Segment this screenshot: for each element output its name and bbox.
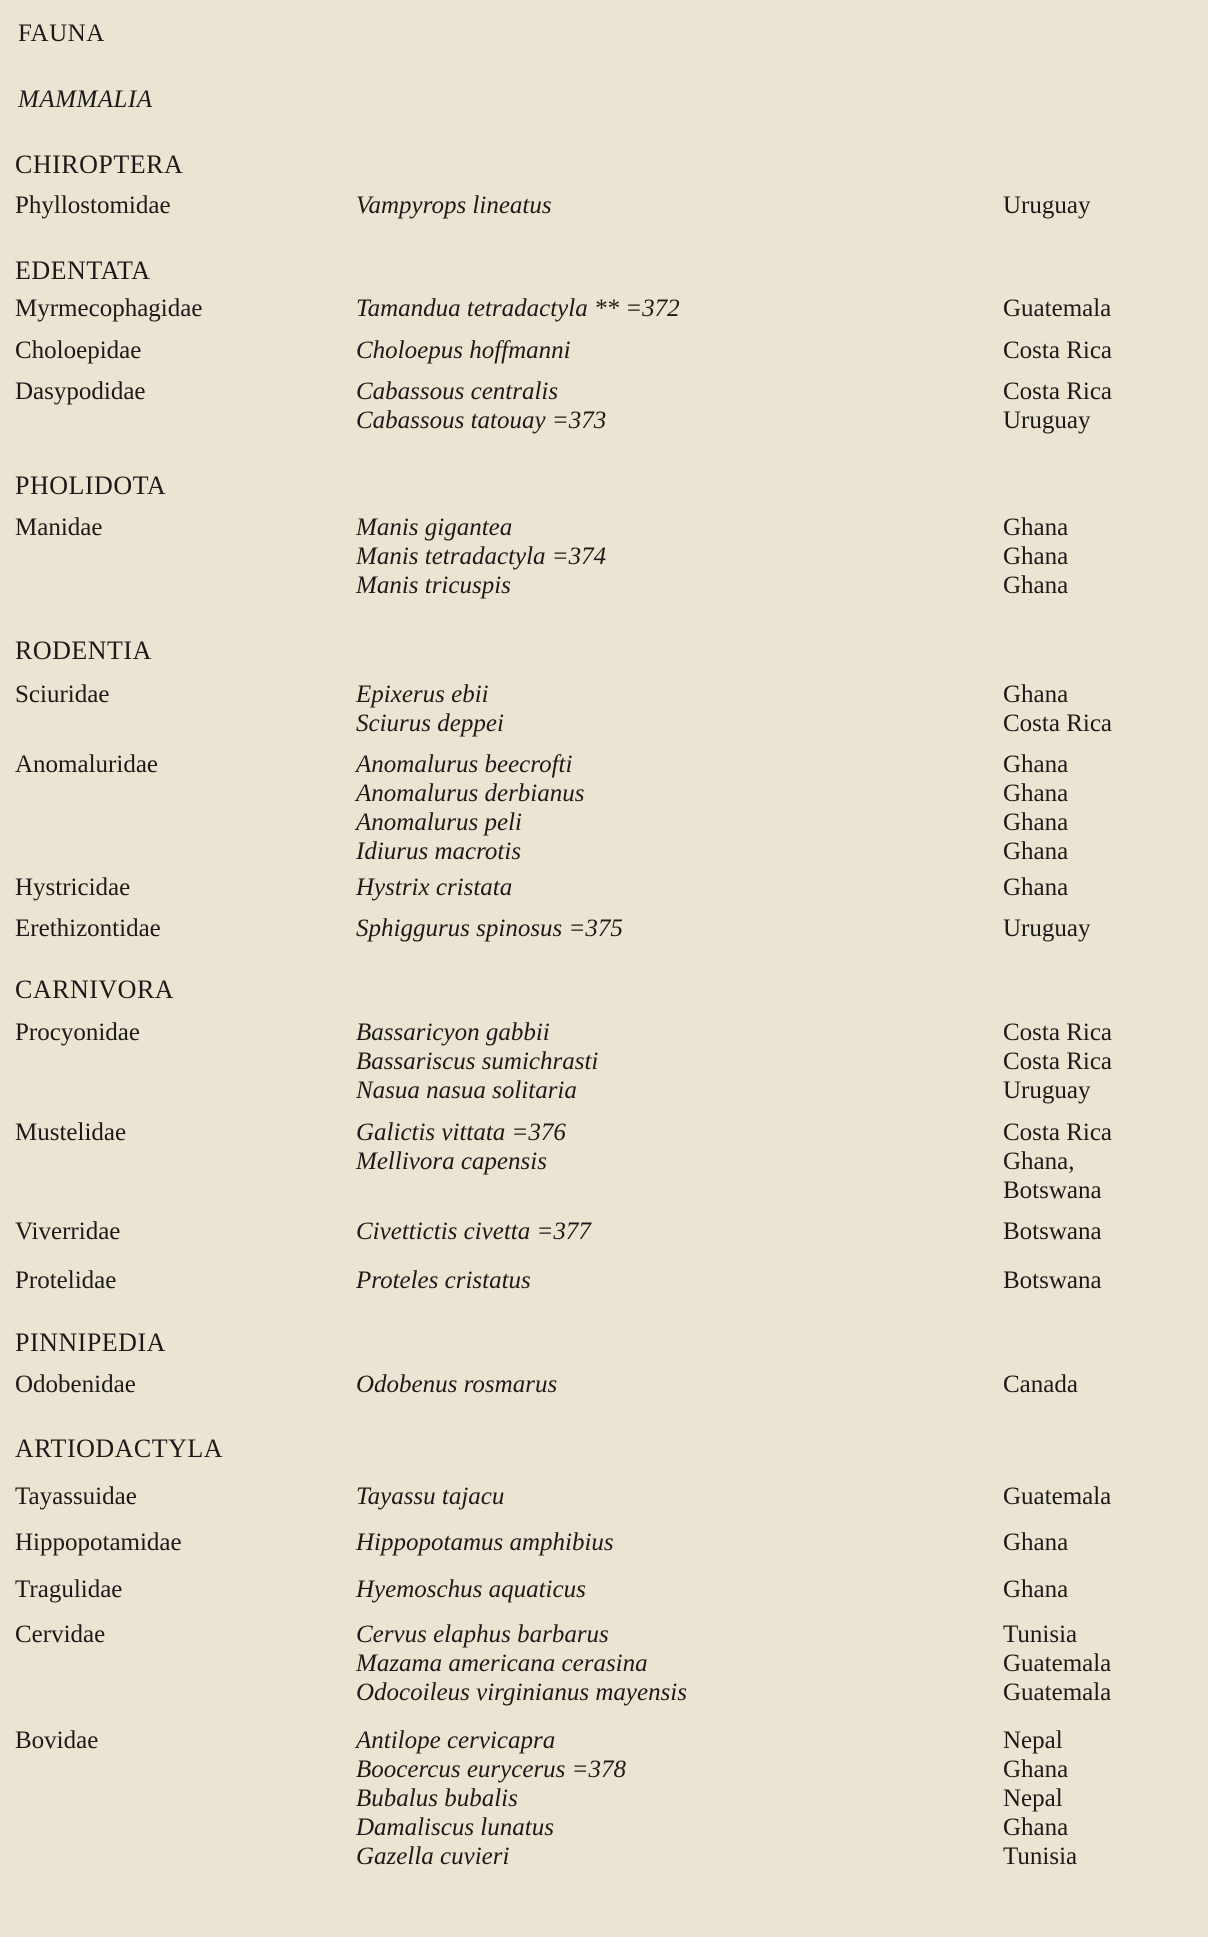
order-heading: PHOLIDOTA (15, 471, 167, 500)
species-name: Mellivora capensis (356, 1148, 547, 1175)
species-name: Bubalus bubalis (356, 1785, 518, 1812)
country-column (1003, 1118, 1112, 1205)
species-column (356, 294, 680, 323)
species-column (356, 1266, 531, 1295)
species-name: Mazama americana cerasina (356, 1650, 648, 1677)
species-column (356, 1018, 598, 1105)
species-name: Bassariscus sumichrasti (356, 1048, 599, 1075)
country-name: Botswana (1003, 1218, 1102, 1245)
species-name: Proteles cristatus (356, 1267, 531, 1294)
species-name: Epixerus ebii (356, 681, 489, 708)
species-name: Bassaricyon gabbii (356, 1019, 550, 1046)
species-column (356, 750, 584, 866)
country-name: Botswana (1003, 1177, 1102, 1204)
species-name: Manis tricuspis (356, 572, 511, 599)
family-name: Odobenidae (15, 1371, 136, 1398)
species-name: Hippopotamus amphibius (356, 1529, 614, 1556)
species-name: Odobenus rosmarus (356, 1371, 558, 1398)
country-column (1003, 377, 1112, 435)
species-name: Odocoileus virginianus mayensis (356, 1679, 687, 1706)
family-name: Cervidae (15, 1621, 106, 1648)
country-name: Ghana (1003, 751, 1069, 778)
country-name: Ghana (1003, 874, 1069, 901)
species-name: Choloepus hoffmanni (356, 337, 571, 364)
order-heading: CARNIVORA (15, 975, 175, 1004)
country-column (1003, 1370, 1078, 1399)
species-name: Damaliscus lunatus (356, 1814, 554, 1841)
species-column (356, 1370, 557, 1399)
species-name: Anomalurus derbianus (356, 780, 585, 807)
species-name: Hyemoschus aquaticus (356, 1576, 586, 1603)
family-name: Tayassuidae (15, 1483, 137, 1510)
species-column (356, 1575, 586, 1604)
species-name: Cabassous tatouay =373 (356, 407, 607, 434)
species-name: Sciurus deppei (356, 710, 504, 737)
country-column (1003, 1482, 1111, 1511)
family-name: Choloepidae (15, 337, 142, 364)
country-name: Ghana (1003, 681, 1069, 708)
country-name: Tunisia (1003, 1621, 1078, 1648)
country-column (1003, 294, 1111, 323)
species-name: Galictis vittata =376 (356, 1119, 566, 1146)
family-name: Anomaluridae (15, 751, 159, 778)
country-name: Guatemala (1003, 1679, 1112, 1706)
species-name: Cabassous centralis (356, 378, 559, 405)
country-name: Nepal (1003, 1727, 1063, 1754)
family-name: Viverridae (15, 1218, 121, 1245)
country-name: Ghana (1003, 809, 1069, 836)
country-name: Botswana (1003, 1267, 1102, 1294)
species-name: Hystrix cristata (356, 874, 513, 901)
country-column (1003, 750, 1068, 866)
country-name: Ghana (1003, 838, 1069, 865)
order-heading: EDENTATA (15, 256, 151, 285)
country-name: Ghana, (1003, 1148, 1075, 1175)
species-name: Antilope cervicapra (356, 1727, 556, 1754)
species-name: Manis gigantea (356, 514, 513, 541)
country-name: Ghana (1003, 572, 1069, 599)
species-name: Boocercus eurycerus =378 (356, 1756, 627, 1783)
species-column (356, 336, 571, 365)
family-name: Mustelidae (15, 1119, 127, 1146)
country-column (1003, 1018, 1112, 1105)
country-name: Costa Rica (1003, 378, 1113, 405)
family-name: Tragulidae (15, 1576, 123, 1603)
family-name: Procyonidae (15, 1019, 140, 1046)
country-name: Uruguay (1003, 1077, 1091, 1104)
country-name: Costa Rica (1003, 1048, 1113, 1075)
country-column (1003, 873, 1068, 902)
country-name: Ghana (1003, 780, 1069, 807)
class-heading: MAMMALIA (18, 86, 153, 113)
species-column (356, 1726, 626, 1871)
country-column (1003, 336, 1112, 365)
order-heading: PINNIPEDIA (15, 1328, 166, 1357)
species-column (356, 377, 606, 435)
family-name: Myrmecophagidae (15, 295, 203, 322)
country-column (1003, 513, 1068, 600)
species-column (356, 1118, 566, 1205)
species-column (356, 914, 623, 943)
country-column (1003, 1217, 1102, 1246)
species-name: Manis tetradactyla =374 (356, 543, 607, 570)
country-name: Costa Rica (1003, 710, 1113, 737)
country-column (1003, 1528, 1068, 1557)
family-name: Manidae (15, 514, 103, 541)
country-column (1003, 1620, 1111, 1707)
species-name: Tamandua tetradactyla ** =372 (356, 295, 680, 322)
country-name: Ghana (1003, 1529, 1069, 1556)
family-name: Hystricidae (15, 874, 131, 901)
country-column (1003, 914, 1090, 943)
family-name: Dasypodidae (15, 378, 146, 405)
species-name: Gazella cuvieri (356, 1843, 510, 1870)
country-name: Nepal (1003, 1785, 1063, 1812)
species-name: Idiurus macrotis (356, 838, 522, 865)
country-name: Costa Rica (1003, 337, 1113, 364)
order-heading: RODENTIA (15, 636, 152, 665)
family-name: Protelidae (15, 1267, 117, 1294)
family-name: Sciuridae (15, 681, 110, 708)
species-column (356, 191, 552, 220)
order-heading: ARTIODACTYLA (15, 1434, 224, 1463)
species-name: Anomalurus peli (356, 809, 522, 836)
species-name: Civettictis civetta =377 (356, 1218, 591, 1245)
country-name: Costa Rica (1003, 1119, 1113, 1146)
species-column (356, 1217, 591, 1246)
species-column (356, 873, 512, 902)
country-column (1003, 1575, 1068, 1604)
species-name: Tayassu tajacu (356, 1483, 505, 1510)
country-column (1003, 1266, 1102, 1295)
species-column (356, 513, 606, 600)
family-name: Bovidae (15, 1727, 99, 1754)
country-name: Ghana (1003, 1576, 1069, 1603)
country-name: Ghana (1003, 1756, 1069, 1783)
country-name: Uruguay (1003, 192, 1091, 219)
country-column (1003, 1726, 1077, 1871)
family-name: Phyllostomidae (15, 192, 171, 219)
species-name: Sphiggurus spinosus =375 (356, 915, 623, 942)
species-column (356, 1482, 504, 1511)
species-column (356, 1528, 614, 1557)
country-name: Guatemala (1003, 1483, 1112, 1510)
country-name: Canada (1003, 1371, 1078, 1398)
country-name: Ghana (1003, 514, 1069, 541)
country-column (1003, 680, 1112, 738)
country-name: Costa Rica (1003, 1019, 1113, 1046)
species-name (356, 1176, 566, 1205)
species-name: Anomalurus beecrofti (356, 751, 573, 778)
family-name: Erethizontidae (15, 915, 161, 942)
country-name: Guatemala (1003, 1650, 1112, 1677)
species-column (356, 1620, 687, 1707)
species-column (356, 680, 504, 738)
species-name: Nasua nasua solitaria (356, 1077, 577, 1104)
country-name: Guatemala (1003, 295, 1112, 322)
section-heading: FAUNA (18, 20, 105, 47)
country-name: Ghana (1003, 543, 1069, 570)
species-name: Cervus elaphus barbarus (356, 1621, 609, 1648)
species-name: Vampyrops lineatus (356, 192, 552, 219)
country-name: Ghana (1003, 1814, 1069, 1841)
country-name: Uruguay (1003, 407, 1091, 434)
country-column (1003, 191, 1090, 220)
country-name: Uruguay (1003, 915, 1091, 942)
order-heading: CHIROPTERA (15, 150, 184, 179)
country-name: Tunisia (1003, 1843, 1078, 1870)
family-name: Hippopotamidae (15, 1529, 182, 1556)
